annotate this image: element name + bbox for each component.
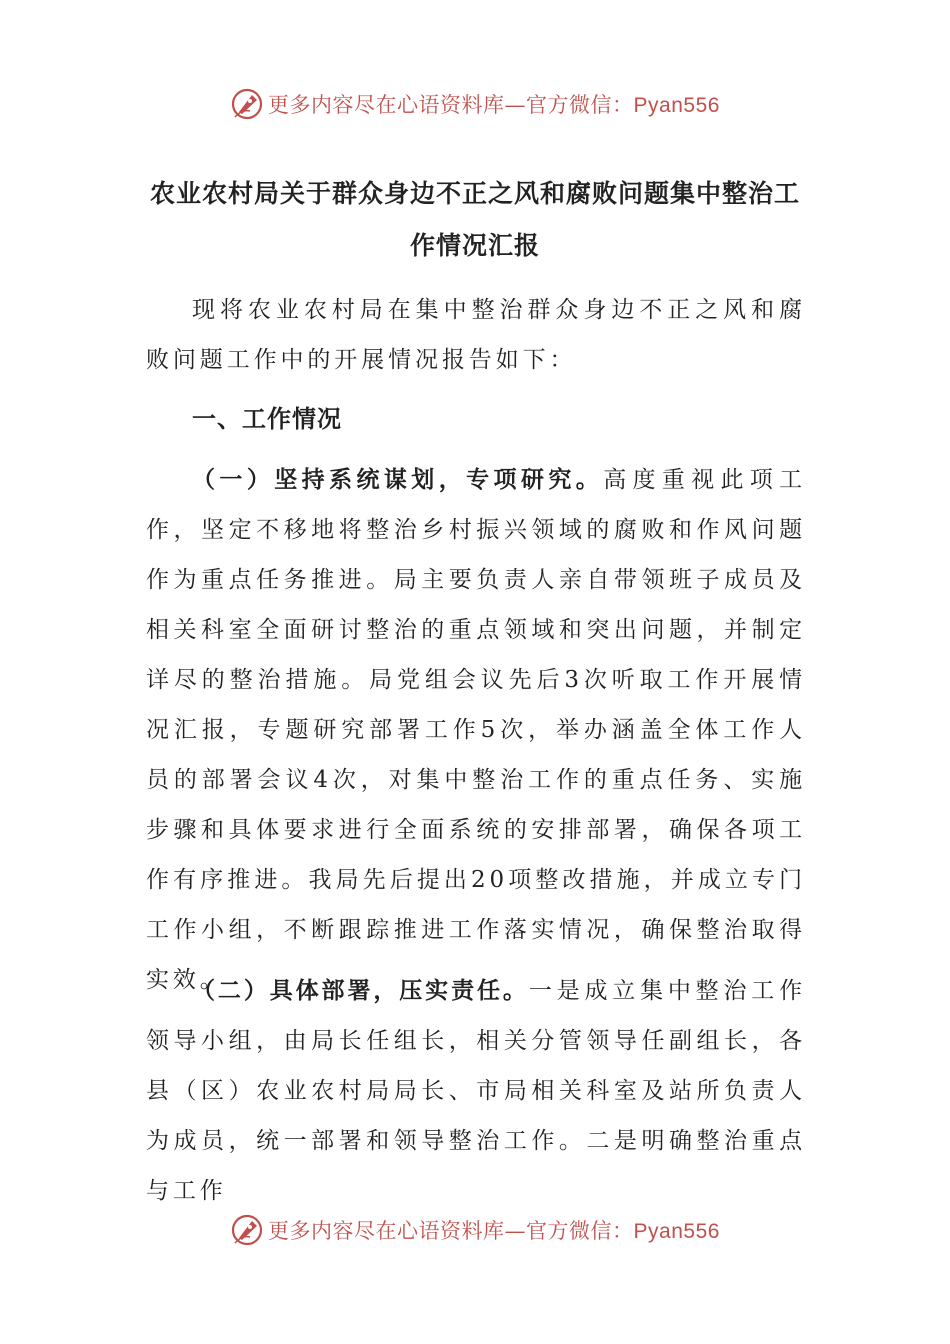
item-1-body: 高度重视此项工作，坚定不移地将整治乡村振兴领域的腐败和作风问题作为重点任务推进。局主要负责人亲自带领班子成员及相关科室全面研讨整治的重点领域和突出问题，并制定详尽的整治措施。局党组会议先后3次听取工作开展情况汇报，专题研究部署工作5次，举办涵盖全体工作人员的部署会议4次，对集中整治工作的重点任务、实施步骤和具体要求进行全面系统的安排部署，确保各项工作有序推进。我局先后提出20项整改措施，并成立专门工作小组，不断跟踪推进工作落实情况，确保整治取得实效。 (146, 467, 807, 993)
item-1-paragraph (146, 455, 806, 1005)
item-2-lead: （二）具体部署，压实责任。 (192, 977, 529, 1004)
pen-nib-logo-icon (230, 1213, 264, 1247)
item-2-body: 一是成立集中整治工作领导小组，由局长任组长，相关分管领导任副组长，各县（区）农业农村局局长、市局相关科室及站所负责人为成员，统一部署和领导整治工作。二是明确整治重点与工作 (146, 978, 807, 1204)
item-1-lead: （一）坚持系统谋划，专项研究。 (192, 466, 604, 493)
watermark-text (268, 1215, 720, 1245)
item-2-paragraph (146, 966, 806, 1216)
intro-paragraph: 现将农业农村局在集中整治群众身边不正之风和腐败问题工作中的开展情况报告如下： (146, 297, 806, 373)
watermark-banner-bottom (0, 1212, 950, 1248)
watermark-wechat-id: Pyan556 (633, 1220, 720, 1243)
watermark-text (268, 89, 720, 119)
watermark-text-cn: 更多内容尽在心语资料库—官方微信： (268, 93, 634, 117)
document-title: 农业农村局关于群众身边不正之风和腐败问题集中整治工作情况汇报 (149, 179, 800, 260)
watermark-banner-top (0, 86, 950, 122)
pen-nib-logo-icon (230, 87, 264, 121)
watermark-text-cn: 更多内容尽在心语资料库—官方微信： (268, 1219, 634, 1243)
section-heading-work-status: 一、工作情况 (192, 404, 342, 433)
watermark-wechat-id: Pyan556 (633, 94, 720, 117)
